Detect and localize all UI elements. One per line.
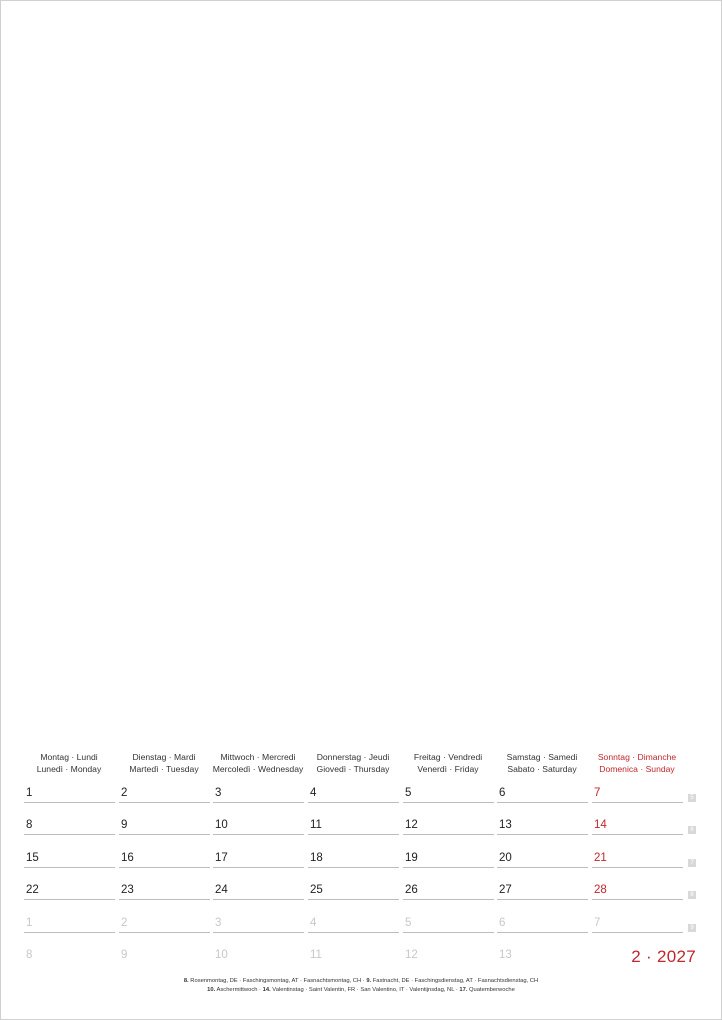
holiday-line-1: [0, 977, 722, 986]
day-cell: [24, 948, 115, 964]
day-number: 24: [215, 884, 228, 896]
week-number-badge: 9: [688, 924, 696, 932]
day-cell: [497, 948, 588, 964]
day-cell: [119, 916, 210, 933]
weekday-name-line2: Mercoledì · Wednesday: [212, 763, 304, 774]
day-number: 6: [499, 787, 506, 799]
day-cell: [213, 883, 304, 900]
weekday-header-5: [495, 752, 589, 775]
day-cell: [308, 786, 399, 803]
weekday-header-3: [306, 752, 400, 775]
day-cell: [308, 948, 399, 964]
day-number: 12: [405, 819, 418, 831]
day-number: 11: [310, 819, 322, 831]
day-number: 1: [26, 917, 33, 929]
day-cell: [24, 851, 115, 868]
day-cell: [308, 818, 399, 835]
day-cell: [592, 916, 683, 933]
holiday-text: Rosenmontag, DE · Faschingsmontag, AT · Fasnachtsmontag, CH ·: [188, 978, 367, 984]
day-number: 21: [594, 852, 607, 864]
day-number: 10: [215, 949, 228, 961]
day-number: 8: [26, 819, 33, 831]
day-number: 5: [405, 917, 412, 929]
day-number: 2: [121, 917, 128, 929]
holiday-text: Quatemberwoche: [467, 987, 515, 993]
day-number: 7: [594, 787, 601, 799]
day-number: 14: [594, 819, 607, 831]
weekday-name-line1: Donnerstag · Jeudi: [316, 752, 390, 762]
month-year-label: 2 · 2027: [631, 947, 696, 966]
day-cell: [592, 883, 683, 900]
holiday-text: Fastnacht, DE · Faschingsdienstag, AT · Fasnachtsdienstag, CH: [371, 978, 539, 984]
day-cell: [403, 883, 494, 900]
day-cell: [119, 851, 210, 868]
day-number: 22: [26, 884, 39, 896]
day-number: 2: [121, 787, 128, 799]
day-cell: [213, 818, 304, 835]
day-cell: [24, 786, 115, 803]
day-cell: [403, 818, 494, 835]
calendar-image-area: [24, 20, 696, 740]
day-number: 11: [310, 949, 322, 961]
day-cell: [308, 883, 399, 900]
weekday-name-line1: Montag · Lundi: [40, 752, 98, 762]
day-cell: [213, 786, 304, 803]
day-number: 13: [499, 819, 512, 831]
day-cell: [403, 916, 494, 933]
day-number: 9: [121, 819, 128, 831]
day-number: 18: [310, 852, 323, 864]
day-number: 28: [594, 884, 607, 896]
day-cell: [119, 786, 210, 803]
week-number-badge: 5: [688, 794, 696, 802]
day-cell: [119, 948, 210, 964]
day-cell: [592, 851, 683, 868]
weekday-name-line1: Samstag · Samedi: [506, 752, 578, 762]
day-cell: [497, 851, 588, 868]
day-number: 4: [310, 787, 317, 799]
day-cell: [119, 818, 210, 835]
weekday-header: [24, 752, 684, 778]
day-number: 13: [499, 949, 512, 961]
day-cell: [403, 948, 494, 964]
day-number: 1: [26, 787, 33, 799]
weekday-name-line1: Sonntag · Dimanche: [597, 752, 677, 762]
day-cell: [213, 916, 304, 933]
day-number: 23: [121, 884, 134, 896]
day-number: 15: [26, 852, 39, 864]
holiday-date: 14.: [262, 987, 271, 993]
day-number: 7: [594, 917, 601, 929]
weekday-name-line2: Sabato · Saturday: [507, 763, 577, 774]
day-cell: [213, 948, 304, 964]
day-cell: [592, 786, 683, 803]
week-number-badge: 6: [688, 826, 696, 834]
day-number: 20: [499, 852, 512, 864]
day-number: 10: [215, 819, 228, 831]
day-number: 16: [121, 852, 134, 864]
weekday-name-line2: Giovedì · Thursday: [316, 763, 390, 774]
weekday-header-0: [22, 752, 116, 775]
day-cell: [119, 883, 210, 900]
day-number: 4: [310, 917, 317, 929]
day-cell: [308, 851, 399, 868]
day-cell: [497, 916, 588, 933]
weekday-header-6: [590, 752, 684, 775]
weekday-name-line2: Domenica · Sunday: [599, 763, 675, 774]
day-number: 27: [499, 884, 512, 896]
day-cell: [24, 916, 115, 933]
week-number-badge: 8: [688, 891, 696, 899]
day-cell: [213, 851, 304, 868]
day-number: 3: [215, 787, 222, 799]
weekday-name-line1: Mittwoch · Mercredi: [220, 752, 296, 762]
holiday-footnotes: [0, 977, 722, 995]
day-cell: [24, 883, 115, 900]
weekday-header-4: [401, 752, 495, 775]
holiday-date: 10.: [207, 987, 216, 993]
holiday-date: 8.: [183, 978, 189, 984]
holiday-date: 9.: [366, 978, 372, 984]
weekday-name-line1: Dienstag · Mardi: [132, 752, 196, 762]
weekday-name-line2: Lunedì · Monday: [36, 763, 102, 774]
day-cell: [308, 916, 399, 933]
day-cell: [403, 851, 494, 868]
day-cell: [24, 818, 115, 835]
weekday-name-line2: Martedì · Tuesday: [129, 763, 199, 774]
day-cell: [497, 786, 588, 803]
holiday-line-2: [0, 986, 722, 995]
day-number: 9: [121, 949, 128, 961]
weekday-name-line2: Venerdì · Friday: [417, 763, 479, 774]
holiday-date: 17.: [459, 987, 468, 993]
day-number: 3: [215, 917, 222, 929]
day-number: 12: [405, 949, 418, 961]
holiday-text: Valentinstag · Saint Valentin, FR · San Valentino, IT · Valentijnsdag, NL ·: [270, 987, 460, 993]
weekday-header-2: [211, 752, 305, 775]
day-number: 5: [405, 787, 412, 799]
day-number: 19: [405, 852, 418, 864]
weekday-header-1: [117, 752, 211, 775]
day-cell: [592, 818, 683, 835]
holiday-text: Aschermittwoch ·: [215, 987, 263, 993]
day-cell: [497, 883, 588, 900]
day-number: 8: [26, 949, 33, 961]
day-number: 17: [215, 852, 228, 864]
weekday-name-line1: Freitag · Vendredi: [413, 752, 483, 762]
week-number-badge: 7: [688, 859, 696, 867]
day-number: 6: [499, 917, 506, 929]
day-number: 26: [405, 884, 418, 896]
day-number: 25: [310, 884, 323, 896]
day-cell: [403, 786, 494, 803]
day-cell: [497, 818, 588, 835]
